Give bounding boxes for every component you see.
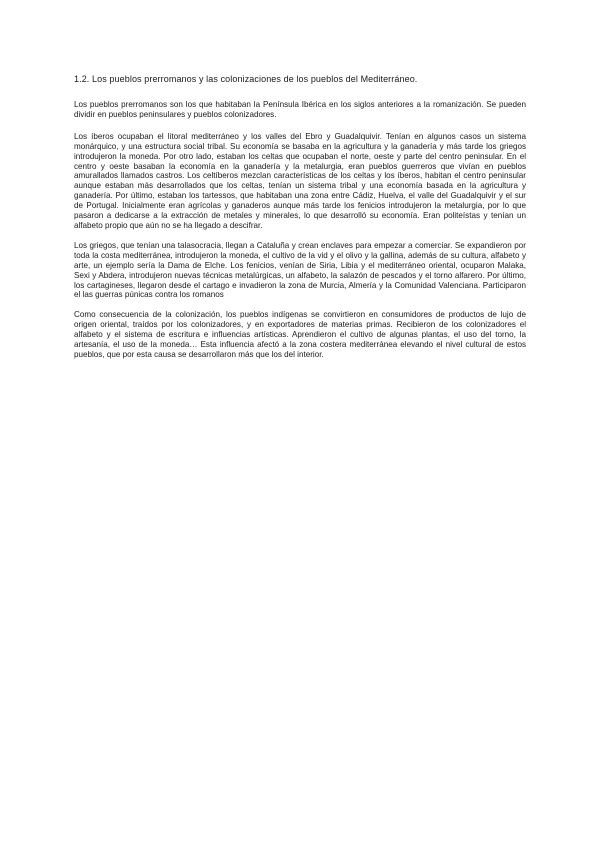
document-body bbox=[74, 74, 526, 370]
paragraph-consequences: Como consecuencia de la colonización, los pueblos indígenas se convirtieron en consumidores de productos de lujo de origen oriental, traídos por los colonizadores, y en exportadores de materias primas. Recibieron de los colonizadores el alfabeto y el sistema de escritura e influencias artísticas. Aprendieron el cultivo de algunas plantas, el uso del torno, la artesanía, el uso de la moneda… Esta influencia afectó a la zona costera mediterránea elevando el nivel cultural de estos pueblos, que por esta causa se desarrollaron más que los del interior. bbox=[74, 310, 526, 359]
section-title: 1.2. Los pueblos prerromanos y las colonizaciones de los pueblos del Mediterráneo. bbox=[74, 74, 418, 84]
paragraph-colonizers: Los griegos, que tenían una talasocracia, llegan a Cataluña y crean enclaves para empezar a comerciar. Se expandieron por toda la costa mediterránea, introdujeron la moneda, el cultivo de la vid y el olivo y la gallina, además de su cultura, alfabeto y arte, un ejemplo sería la Dama de Elche. Los fenicios, venían de Siria, Libia y el mediterráneo oriental, ocuparon Malaka, Sexi y Abdera, introdujeron nuevas técnicas metalúrgicas, un alfabeto, la salazón de pescados y el torno alfarero. Por último, los cartagineses, llegaron desde el cartago e invadieron la zona de Murcia, Almería y la Comunidad Valenciana. Participaron el las guerras púnicas contra los romanos bbox=[74, 240, 526, 300]
paragraph-peninsular-peoples: Los íberos ocupaban el litoral mediterráneo y los valles del Ebro y Guadalquivir. Tenían en algunos casos un sistema monárquico, y una estructura social tribal. Su economía se basaba en la agricultura y la ganadería y más tarde los griegos introdujeron la moneda. Por otro lado, estaban los celtas que ocupaban el norte, oeste y parte del centro peninsular. En el centro y oeste basaban la economía en la ganadería y la metalurgia, eran pueblos guerreros que vivían en pueblos amurallados llamados castros. Los celtíberos mezclan características de los celtas y los íberos, habitan el centro peninsular aunque estaban más desarrollados que los celtas, tenían un sistema tribal y una economía basada en la agricultura y ganadería. Por último, estaban los tartessos, que habitaban una zona entre Cádiz, Huelva, el valle del Guadalquivir y el sur de Portugal. Inicialmente eran agrícolas y ganaderos aunque más tarde los fenicios introdujeron la metalurgia, por lo que pasaron a dedicarse a la extracción de metales y minerales, lo que desarrolló su economía. Eran politeístas y tenían un alfabeto propio que aún no se ha llegado a descifrar. bbox=[74, 131, 526, 230]
paragraph-intro: Los pueblos prerromanos son los que habitaban la Península Ibérica en los siglos anteriores a la romanización. Se pueden dividir en pueblos peninsulares y pueblos colonizadores. bbox=[74, 100, 526, 119]
